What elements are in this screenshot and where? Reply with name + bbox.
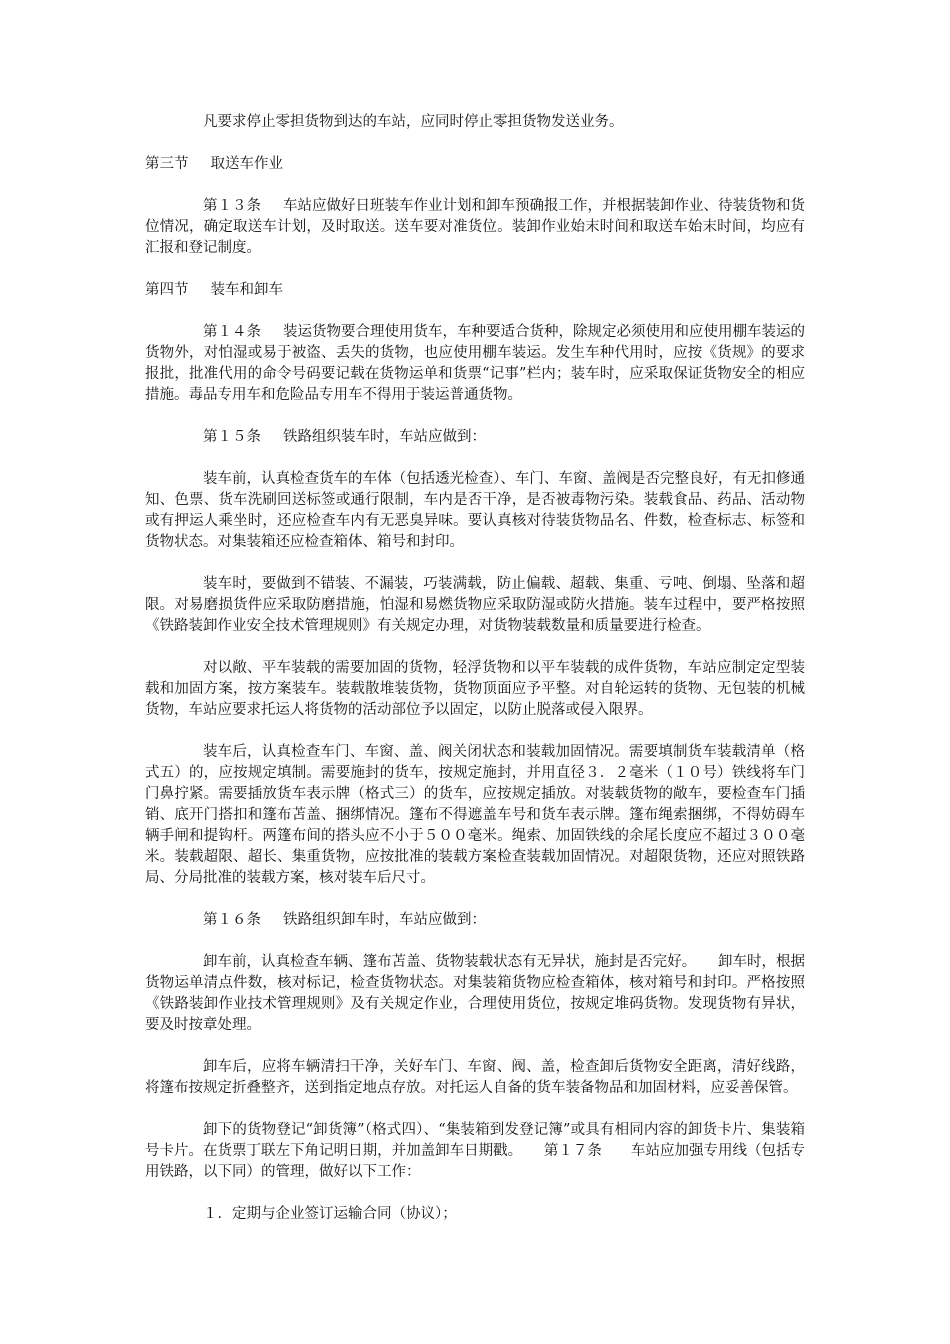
article-label: 第１３条 — [203, 198, 261, 214]
article-14 — [145, 322, 805, 406]
article-text: 装运货物要合理使用货车，车种要适合货种，除规定必须使用和应使用棚车装运的货物外，对怕湿或易于被盗、丢失的货物，也应使用棚车装运。发生车种代用时，应按《货规》的要求报批，批准代用的命令号码要记载在货物运单和货票“记事”栏内；装车时，应采取保证货物安全的相应措施。毒品专用车和危险品专用车不得用于装运普通货物。 — [145, 324, 805, 403]
paragraph-before-unloading: 卸车前，认真检查车辆、篷布苫盖、货物装载状态有无异状，施封是否完好。 卸车时，根据货物运单清点件数，核对标记，检查货物状态。对集装箱货物应检查箱体，核对箱号和封印。严格按照《铁路装卸作业技术管理规则》及有关规定作业，合理使用货位，按规定堆码货物。发现货物有异状，要及时按章处理。 — [145, 954, 805, 1033]
article-16 — [145, 910, 805, 931]
article-label: 第１４条 — [203, 324, 261, 340]
paragraph-before-loading: 装车前，认真检查货车的车体（包括透光检查）、车门、车窗、盖阀是否完整良好，有无扣修通知、色票、货车洗刷回送标签或通行限制，车内是否干净，是否被毒物污染。装载食品、药品、活动物或有押运人乘坐时，还应检查车内有无恶臭异味。要认真核对待装货物品名、件数，检查标志、标签和货物状态。对集装箱还应检查箱体、箱号和封印。 — [145, 471, 805, 550]
section-title: 取送车作业 — [210, 156, 283, 172]
paragraph-after-loading: 装车后，认真检查车门、车窗、盖、阀关闭状态和装载加固情况。需要填制货车装载清单（格式五）的，应按规定填制。需要施封的货车，按规定施封，并用直径３．２毫米（１０号）铁线将车门门鼻拧紧。需要插放货车表示牌（格式三）的货车，应按规定插放。对装载货物的敞车，要检查车门插销、底开门搭扣和篷布苫盖、捆绑情况。篷布不得遮盖车号和货车表示牌。篷布绳索捆绑，不得妨碍车辆手闸和提钩杆。两篷布间的搭头应不小于５００毫米。绳索、加固铁线的余尾长度应不超过３００毫米。装载超限、超长、集重货物，应按批准的装载方案检查装载加固情况。对超限货物，还应对照铁路局、分局批准的装载方案，核对装车后尺寸。 — [145, 744, 805, 886]
paragraph-load-reinforcement: 对以敞、平车装载的需要加固的货物，轻浮货物和以平车装载的成件货物，车站应制定定型装载和加固方案，按方案装车。装载散堆装货物，货物顶面应予平整。对自轮运转的货物、无包装的机械货物，车站应要求托运人将货物的活动部位予以固定，以防止脱落或侵入限界。 — [145, 660, 805, 718]
paragraph-during-loading: 装车时，要做到不错装、不漏装，巧装满载，防止偏载、超载、集重、亏吨、倒塌、坠落和超限。对易磨损货件应采取防磨措施，怕湿和易燃货物应采取防湿或防火措施。装车过程中，要严格按照《铁路装卸作业安全技术管理规则》有关规定办理，对货物装载数量和质量要进行检查。 — [145, 576, 805, 634]
paragraph-zero-load-stop: 凡要求停止零担货物到达的车站，应同时停止零担货物发送业务。 — [203, 114, 624, 130]
article-15 — [145, 427, 805, 448]
document-body — [145, 112, 805, 1246]
article-label: 第１６条 — [203, 912, 261, 928]
section-3-heading — [145, 154, 805, 175]
paragraph-unload-register: 卸下的货物登记“卸货簿”（格式四）、“集装箱到发登记簿”或具有相同内容的卸货卡片、集装箱号卡片。在货票丁联左下角记明日期，并加盖卸车日期戳。 第１７条 车站应加强专用线（包括专用铁路，以下同）的管理，做好以下工作： — [145, 1122, 805, 1180]
section-number: 第三节 — [145, 156, 189, 172]
article-text: 铁路组织装车时，车站应做到： — [283, 429, 486, 445]
paragraph-after-unloading: 卸车后，应将车辆清扫干净，关好车门、车窗、阀、盖，检查卸后货物安全距离，清好线路，将篷布按规定折叠整齐，送到指定地点存放。对托运人自备的货车装备物品和加固材料，应妥善保管。 — [145, 1059, 805, 1096]
article-text: 车站应做好日班装车作业计划和卸车预确报工作，并根据装卸作业、待装货物和货位情况，确定取送车计划，及时取送。送车要对准货位。装卸作业始末时间和取送车始末时间，均应有汇报和登记制度。 — [145, 198, 805, 256]
article-label: 第１５条 — [203, 429, 261, 445]
section-title: 装车和卸车 — [210, 282, 283, 298]
section-number: 第四节 — [145, 282, 189, 298]
article-13 — [145, 196, 805, 259]
article-text: 铁路组织卸车时，车站应做到： — [283, 912, 486, 928]
list-item: １．定期与企业签订运输合同（协议）； — [203, 1206, 457, 1222]
section-4-heading — [145, 280, 805, 301]
